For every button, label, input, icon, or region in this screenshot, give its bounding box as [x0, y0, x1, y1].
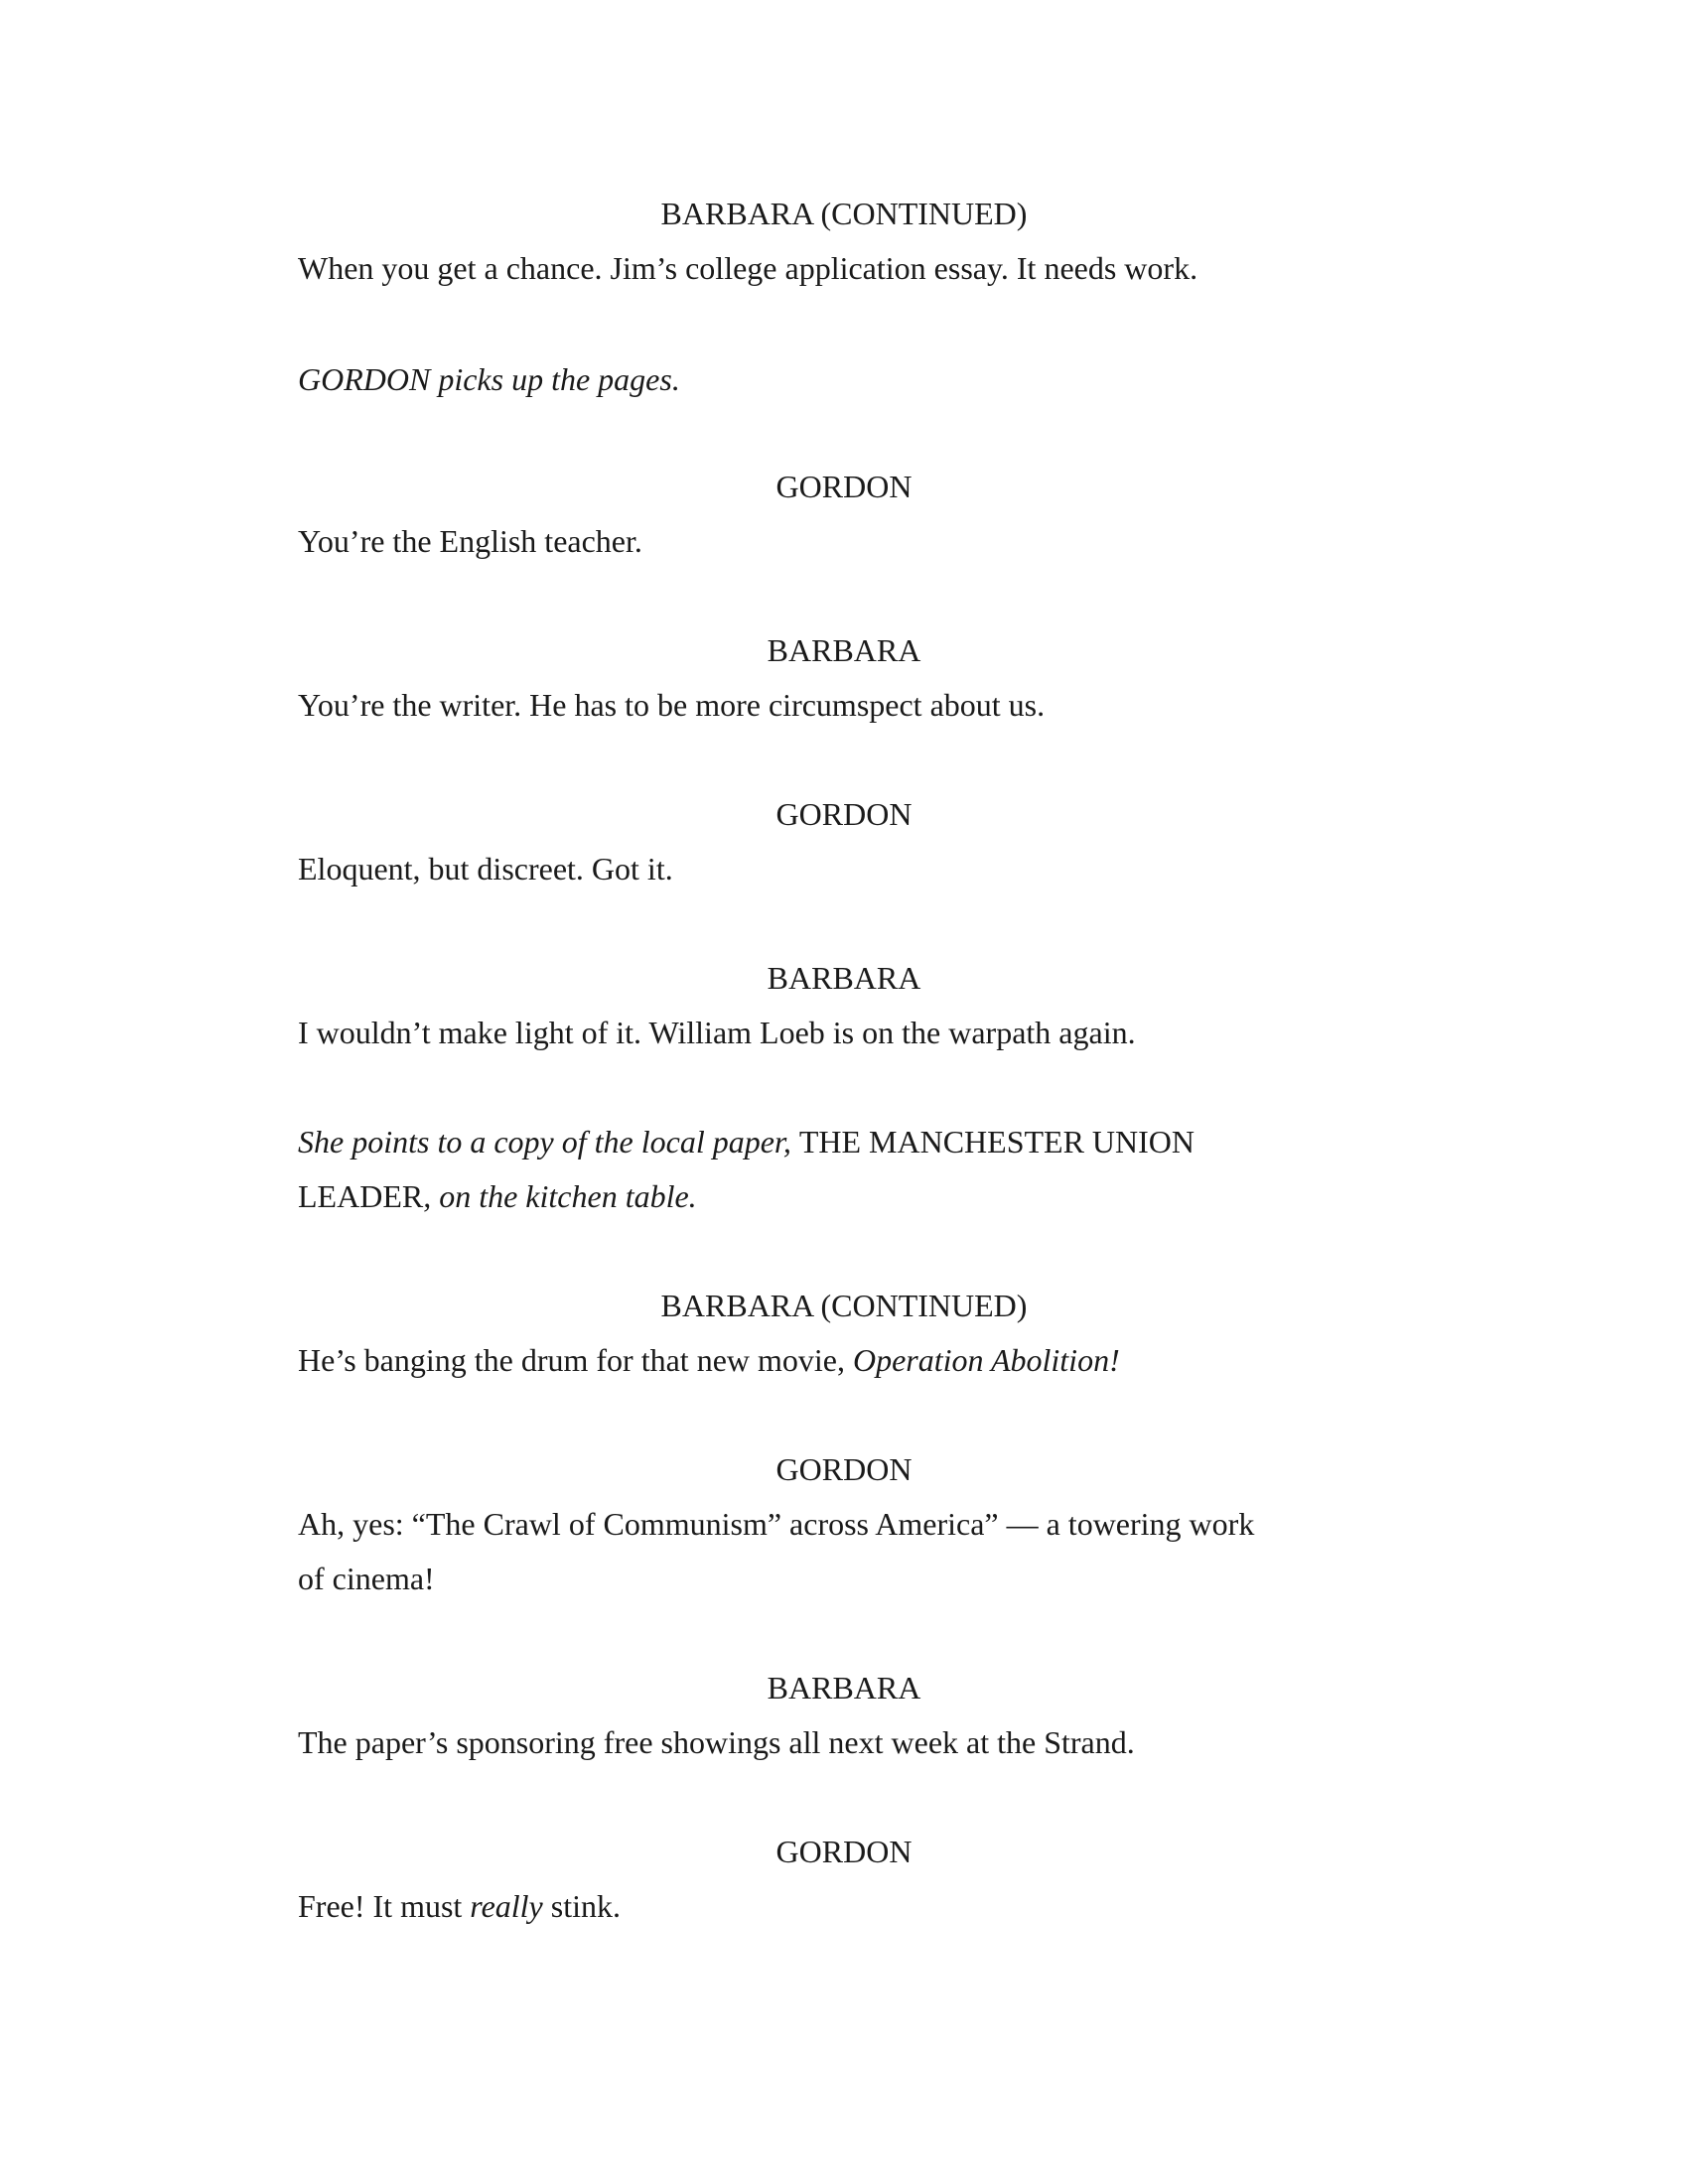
character-name: GORDON — [775, 1834, 913, 1869]
dialogue-text: stink. — [542, 1888, 621, 1924]
character-name: BARBARA — [767, 960, 921, 996]
newspaper-title: LEADER — [298, 1178, 424, 1214]
character-name: BARBARA (CONTINUED) — [660, 196, 1028, 231]
newspaper-title: THE MANCHESTER UNION — [798, 1124, 1196, 1160]
dialogue-line: When you get a chance. Jim’s college application essay. It needs work. — [298, 250, 1198, 286]
dialogue-line: Eloquent, but discreet. Got it. — [298, 851, 673, 887]
character-name: BARBARA (CONTINUED) — [660, 1288, 1028, 1323]
character-name: BARBARA — [767, 1670, 921, 1706]
direction-text: , on the kitchen table. — [423, 1178, 697, 1214]
character-name: BARBARA — [767, 632, 921, 668]
dialogue-text: Free! It must — [298, 1888, 471, 1924]
character-name: GORDON — [775, 469, 913, 504]
stage-direction — [298, 1122, 1195, 1161]
dialogue-line: Ah, yes: “The Crawl of Communism” across America” — a towering work — [298, 1506, 1255, 1542]
emphasis-text: really — [470, 1888, 543, 1924]
dialogue-line: You’re the writer. He has to be more circumspect about us. — [298, 687, 1046, 723]
character-name: GORDON — [775, 796, 913, 832]
dialogue-line: of cinema! — [298, 1561, 435, 1596]
dialogue-line: The paper’s sponsoring free showings all next week at the Strand. — [298, 1724, 1135, 1760]
dialogue-line: You’re the English teacher. — [298, 523, 642, 559]
movie-title: Operation Abolition! — [852, 1342, 1120, 1378]
direction-text: She points to a copy of the local paper, — [298, 1124, 799, 1160]
dialogue-text: He’s banging the drum for that new movie, — [298, 1342, 853, 1378]
stage-direction — [298, 1176, 697, 1216]
stage-direction: GORDON picks up the pages. — [298, 361, 680, 397]
dialogue-line: I wouldn’t make light of it. William Loeb is on the warpath again. — [298, 1015, 1136, 1050]
dialogue-line — [298, 1886, 621, 1926]
dialogue-line — [298, 1340, 1120, 1380]
character-name: GORDON — [775, 1451, 913, 1487]
